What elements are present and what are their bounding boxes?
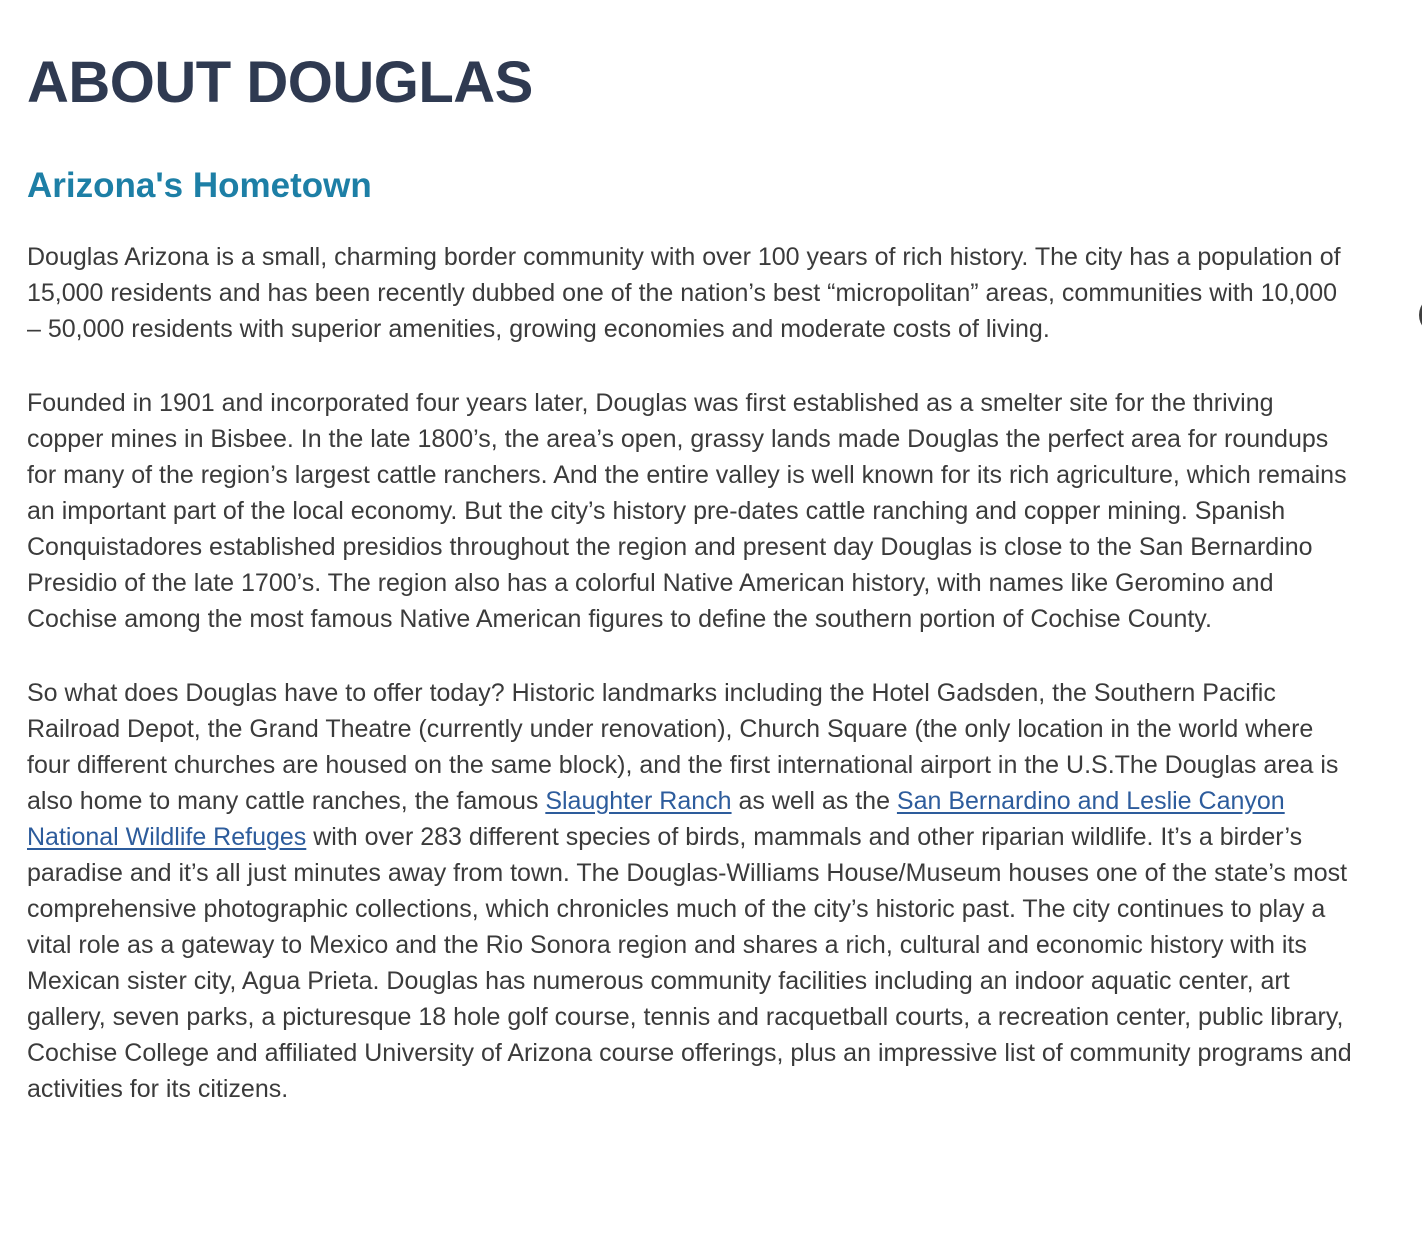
article-body (27, 239, 1353, 1107)
paragraph-1-text-1: Douglas Arizona is a small, charming border community with over 100 years of rich history. The city has a population of 15,000 residents and has been recently dubbed one of the nation’s best “micropolitan” areas, communities with 10,000 – 50,000 residents with superior amenities, growing economies and moderate costs of living. (27, 243, 1341, 343)
paragraph-2-text-1: Founded in 1901 and incorporated four years later, Douglas was first established as a smelter site for the thriving copper mines in Bisbee. In the late 1800’s, the area’s open, grassy lands made Douglas the perfect area for roundups for many of the region’s largest cattle ranchers. And the entire valley is well known for its rich agriculture, which remains an important part of the local economy. But the city’s history pre-dates cattle ranching and copper mining. Spanish Conquistadores established presidios throughout the region and present day Douglas is close to the San Bernardino Presidio of the late 1700’s. The region also has a colorful Native American history, with names like Geromino and Cochise among the most famous Native American figures to define the southern portion of Cochise County. (27, 389, 1347, 633)
section-heading: Arizona's Hometown (27, 166, 372, 205)
paragraph-3-text-3: as well as the (731, 787, 897, 815)
page-title: ABOUT DOUGLAS (27, 50, 533, 115)
wildlife-refuges-link[interactable]: San Bernardino and Leslie Canyon National Wildlife Refuges (27, 787, 1285, 851)
paragraph-3 (27, 675, 1353, 1107)
about-douglas-page (27, 0, 1353, 1107)
slaughter-ranch-link[interactable]: Slaughter Ranch (545, 787, 732, 815)
paragraph-3-text-1: So what does Douglas have to offer today? Historic landmarks including the Hotel Gadsden, the Southern Pacific Railroad Depot, the Grand Theatre (currently under renovation), Church Square (the only location in the world where four different churches are housed on the same block), and the first international airport in the U.S.The Douglas area is also home to many cattle ranches, the famous (27, 679, 1339, 815)
paragraph-2 (27, 385, 1353, 637)
paragraph-1 (27, 239, 1353, 347)
paragraph-3-text-5: with over 283 different species of birds, mammals and other riparian wildlife. It’s a birder’s paradise and it’s all just minutes away from town. The Douglas-Williams House/Museum houses one of the state’s most comprehensive photographic collections, which chronicles much of the city’s historic past. The city continues to play a vital role as a gateway to Mexico and the Rio Sonora region and shares a rich, cultural and economic history with its Mexican sister city, Agua Prieta. Douglas has numerous community facilities including an indoor aquatic center, art gallery, seven parks, a picturesque 18 hole golf course, tennis and racquetball courts, a recreation center, public library, Cochise College and affiliated University of Arizona course offerings, plus an impressive list of community programs and activities for its citizens. (27, 823, 1352, 1103)
